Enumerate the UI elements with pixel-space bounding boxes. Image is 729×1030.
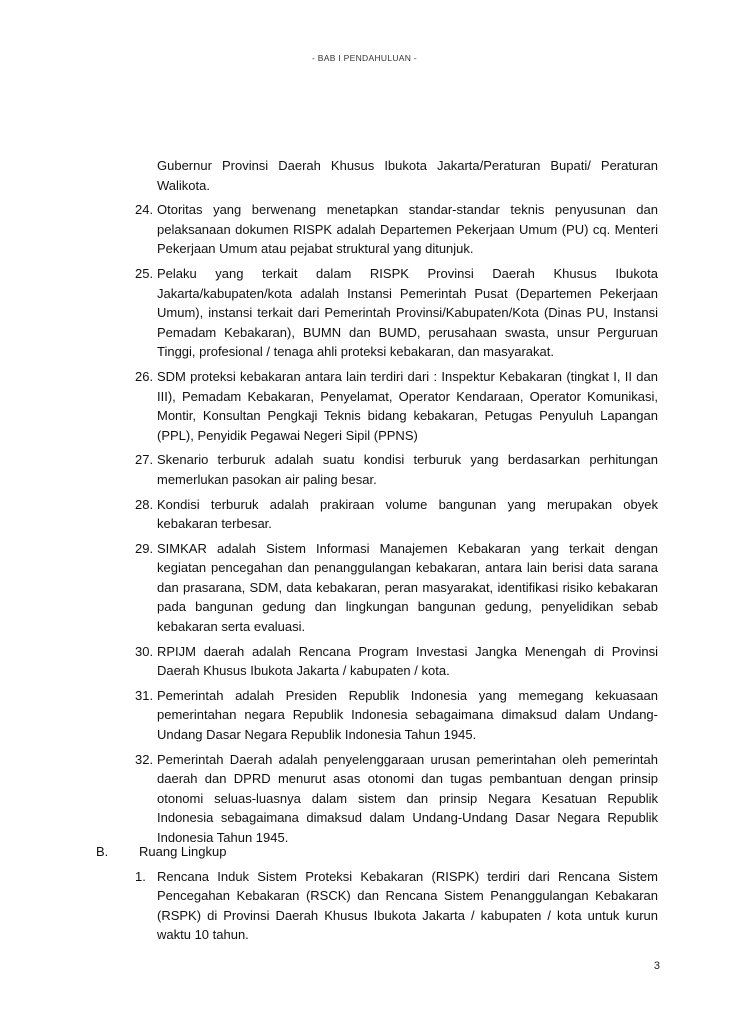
item-number: 31. — [135, 687, 154, 703]
list-item — [136, 495, 658, 534]
list-item — [136, 539, 658, 637]
section-list — [96, 867, 658, 945]
item-number: 26. — [135, 368, 154, 384]
item-text: Kondisi terburuk adalah prakiraan volume bangunan yang merupakan obyek kebakaran terbesar. — [157, 496, 658, 532]
item-text: SDM proteksi kebakaran antara lain terdiri dari : Inspektur Kebakaran (tingkat I, II dan III), Pemadam Kebakaran, Penyelamat, Operator Kendaraan, Operator Komunikasi, Montir, Konsultan Pengkaji Teknis bidang kebakaran, Petugas Penyuluh Lapangan (PPL), Penyidik Pegawai Negeri Sipil (PPNS) — [157, 368, 658, 443]
list-item — [136, 450, 658, 489]
continuation-text — [136, 156, 658, 195]
item-number: 29. — [135, 540, 154, 556]
item-number: 32. — [135, 751, 154, 767]
list-item — [136, 200, 658, 259]
section-heading — [96, 842, 658, 862]
list-item — [136, 642, 658, 681]
item-number: 1. — [135, 868, 146, 884]
page-number: 3 — [653, 960, 660, 972]
item-text: Pemerintah adalah Presiden Republik Indonesia yang memegang kekuasaan pemerintahan negara Republik Indonesia sebagaimana dimaksud dalam Undang-Undang Dasar Negara Republik Indonesia Tahun 1945. — [157, 687, 658, 743]
item-text: Pelaku yang terkait dalam RISPK Provinsi Daerah Khusus Ibukota Jakarta/kabupaten/kota adalah Instansi Pemerintah Pusat (Departemen Pekerjaan Umum), instansi terkait dari Pemerintah Provinsi/Kabupaten/Kota (Dinas PU, Instansi Pemadam Kebakaran), BUMN dan BUMD, perusahaan swasta, unsur Perguruan Tinggi, profesional / tenaga ahli proteksi kebakaran, dan masyarakat. — [157, 265, 658, 360]
item-number: 25. — [135, 265, 154, 281]
section-letter: B. — [96, 844, 109, 859]
item-number: 27. — [135, 452, 154, 468]
list-item — [136, 264, 658, 362]
continuation-body: Gubernur Provinsi Daerah Khusus Ibukota Jakarta/Peraturan Bupati/ Peraturan Walikota. — [157, 158, 658, 193]
list-item — [136, 367, 658, 445]
item-text: Otoritas yang berwenang menetapkan standar-standar teknis penyusunan dan pelaksanaan dokumen RISPK adalah Departemen Pekerjaan Umum (PU) cq. Menteri Pekerjaan Umum atau pejabat struktural yang ditunjuk. — [157, 202, 658, 257]
list-item — [136, 750, 658, 848]
section-title: Ruang Lingkup — [139, 844, 227, 859]
item-text: Rencana Induk Sistem Proteksi Kebakaran (RISPK) terdiri dari Rencana Sistem Pencegahan Kebakaran (RSCK) dan Rencana Sistem Penanggulangan Kebakaran (RSPK) di Provinsi Daerah Khusus Ibukota Jakarta / kabupaten / kota untuk kurun waktu 10 tahun. — [157, 868, 658, 943]
list-item — [136, 867, 658, 945]
item-text: RPIJM daerah adalah Rencana Program Investasi Jangka Menengah di Provinsi Daerah Khusus Ibukota Jakarta / kabupaten / kota. — [157, 643, 658, 679]
definitions-list — [136, 156, 658, 853]
item-number: 30. — [135, 643, 154, 659]
item-number: 24. — [135, 202, 154, 218]
section-ruang-lingkup — [96, 842, 658, 950]
item-text: Skenario terburuk adalah suatu kondisi terburuk yang berdasarkan perhitungan memerlukan pasokan air paling besar. — [157, 452, 658, 487]
item-text: SIMKAR adalah Sistem Informasi Manajemen Kebakaran yang terkait dengan kegiatan pencegahan dan penanggulangan kebakaran, antara lain berisi data sarana dan prasarana, SDM, data kebakaran, peran masyarakat, identifikasi risiko kebakaran pada bangunan gedung dan lingkungan bangunan gedung, penyelidikan sebab kebakaran serta evaluasi. — [157, 540, 658, 635]
list-item — [136, 686, 658, 745]
page-header: - BAB I PENDAHULUAN - — [311, 53, 417, 63]
item-number: 28. — [135, 496, 154, 512]
item-text: Pemerintah Daerah adalah penyelenggaraan urusan pemerintahan oleh pemerintah daerah dan DPRD menurut asas otonomi dan tugas pembantuan dengan prinsip otonomi seluas-luasnya dalam sistem dan prinsip Negara Kesatuan Republik Indonesia sebagaimana dimaksud dalam Undang-Undang Dasar Negara Republik Indonesia Tahun 1945. — [157, 751, 658, 845]
